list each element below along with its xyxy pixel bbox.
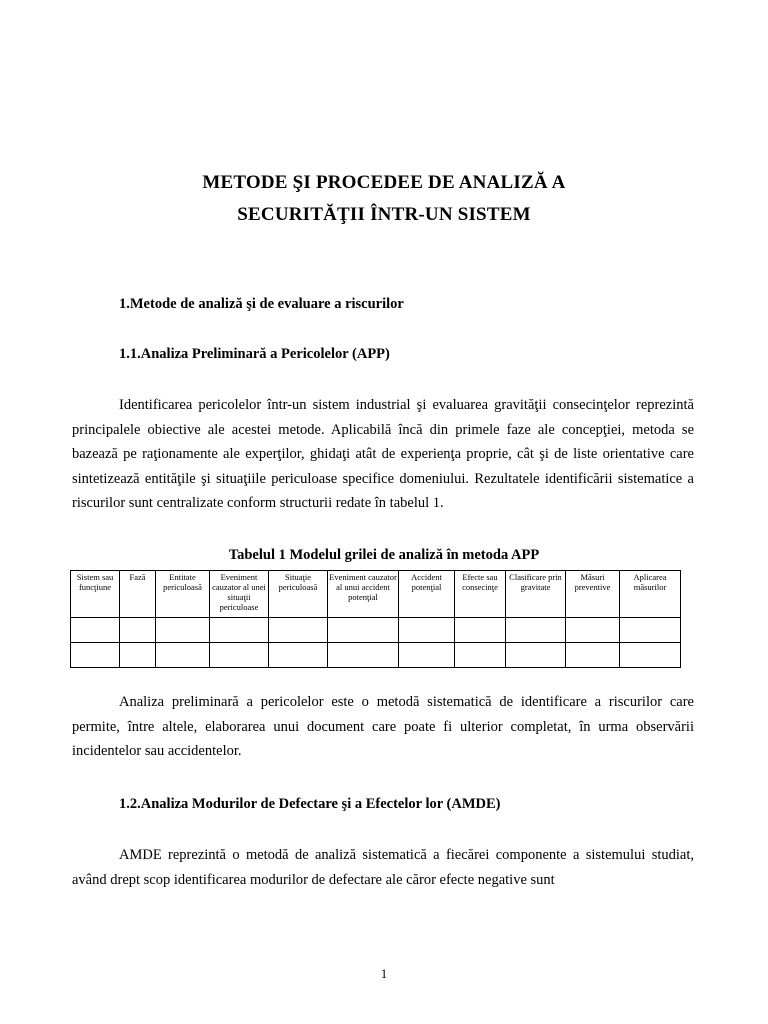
table-header-cell: Eveniment cauzator al unei situaţii periculoase — [210, 571, 269, 618]
paragraph-amde-intro: AMDE reprezintă o metodă de analiză sistematică a fiecărei componente a sistemului studiat, având drept scop identificarea modurilor de defectare ale căror efecte negative sunt — [72, 847, 694, 888]
table-header-cell: Clasificare prin gravitate — [506, 571, 566, 618]
paragraph-app-description: Analiza preliminară a pericolelor este o metodă sistematică de identificare a riscurilor care permite, între altele, elaborarea unui document care poate fi ulterior completat, în urma observării incidentelor sau accidentelor. — [72, 694, 694, 759]
document-title-line1: METODE ŞI PROCEDEE DE ANALIZĂ A — [202, 172, 566, 193]
table-header-cell: Sistem sau funcţiune — [71, 571, 120, 618]
table-cell — [506, 643, 566, 668]
table-cell — [506, 618, 566, 643]
section-heading-1: 1.Metode de analiză şi de evaluare a riscurilor — [119, 296, 404, 312]
table-header-cell: Fază — [120, 571, 156, 618]
table-cell — [620, 643, 681, 668]
table-header-cell: Accident potenţial — [399, 571, 455, 618]
table-cell — [156, 618, 210, 643]
table-header-cell: Entitate periculoasă — [156, 571, 210, 618]
table-cell — [399, 618, 455, 643]
table-cell — [399, 643, 455, 668]
table-cell — [156, 643, 210, 668]
table-cell — [269, 643, 328, 668]
table-cell — [120, 643, 156, 668]
table-row — [71, 618, 681, 643]
table-caption: Tabelul 1 Modelul grilei de analiză în metoda APP — [228, 547, 540, 563]
table-cell — [455, 618, 506, 643]
table-cell — [566, 618, 620, 643]
table-cell — [328, 618, 399, 643]
section-heading-1-2: 1.2.Analiza Modurilor de Defectare şi a Efectelor lor (AMDE) — [119, 796, 501, 812]
table-header-cell: Efecte sau consecinţe — [455, 571, 506, 618]
table-cell — [71, 643, 120, 668]
table-header-cell: Aplicarea măsurilor — [620, 571, 681, 618]
table-cell — [566, 643, 620, 668]
document-title-line2: SECURITĂŢII ÎNTR-UN SISTEM — [237, 204, 531, 225]
table-header-cell: Eveniment cauzator al unui accident potenţial — [328, 571, 399, 618]
table-cell — [455, 643, 506, 668]
table-cell — [210, 618, 269, 643]
table-header-cell: Situaţie periculoasă — [269, 571, 328, 618]
paragraph-app-intro: Identificarea pericolelor într-un sistem industrial şi evaluarea gravităţii consecinţelor reprezintă principalele obiective ale acestei metode. Aplicabilă încă din primele faze ale concepţiei, metoda se bazează pe raţionamente ale experţilor, ghidaţi atât de experienţa proprie, cât şi de liste orientative care sintetizează entităţile şi situaţiile periculoase specifice domeniului. Rezultatele identificării sistematice a riscurilor sunt centralizate conform structurii redate în tabelul 1. — [72, 397, 694, 511]
table-cell — [269, 618, 328, 643]
table-cell — [210, 643, 269, 668]
section-heading-1-1: 1.1.Analiza Preliminară a Pericolelor (APP) — [119, 346, 390, 362]
table-row — [71, 643, 681, 668]
table-cell — [328, 643, 399, 668]
page-number: 1 — [380, 966, 388, 981]
table-cell — [620, 618, 681, 643]
table-header-row — [71, 571, 681, 618]
app-analysis-grid-table — [70, 570, 681, 668]
table-cell — [71, 618, 120, 643]
table-header-cell: Măsuri preventive — [566, 571, 620, 618]
table-cell — [120, 618, 156, 643]
